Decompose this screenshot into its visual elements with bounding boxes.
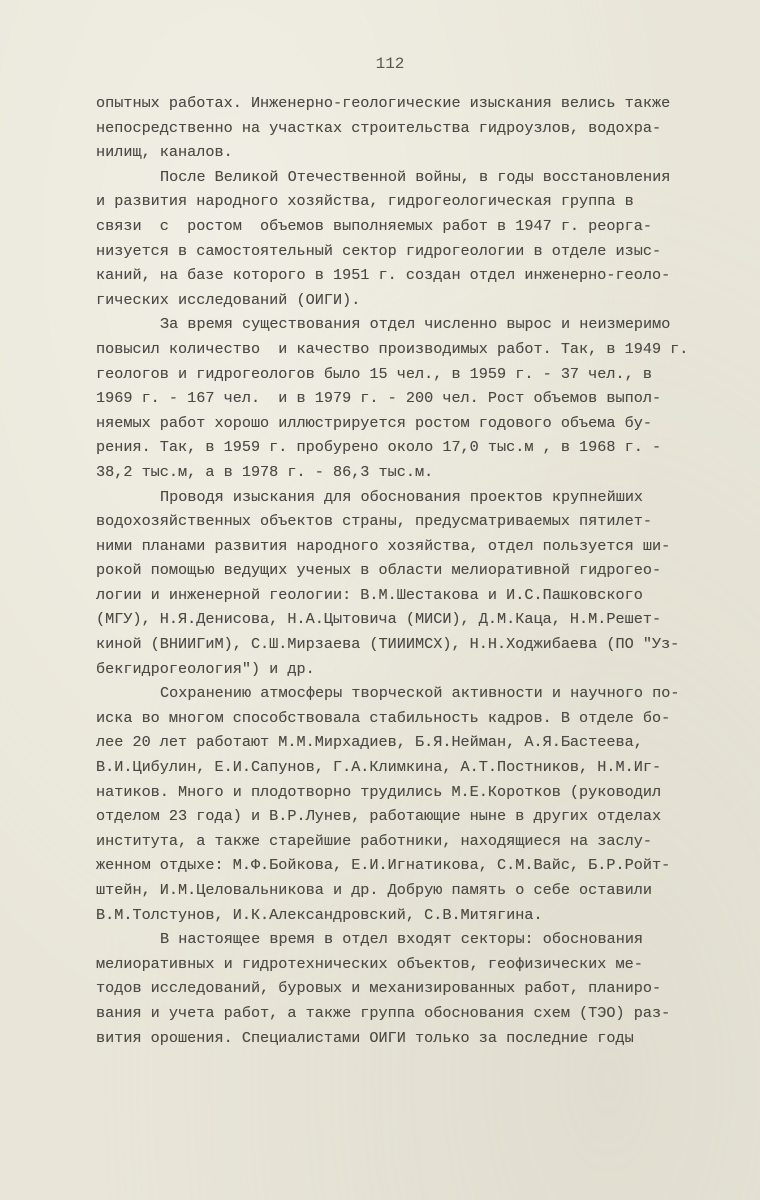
text-line: вания и учета работ, а также группа обоснования схем (ТЭО) раз- xyxy=(96,1003,671,1022)
text-line: водохозяйственных объектов страны, предусматриваемых пятилет- xyxy=(96,512,652,531)
text-line: гических исследований (ОИГИ). xyxy=(96,290,361,309)
text-line: вития орошения. Специалистами ОИГИ только за последние годы xyxy=(96,1028,634,1047)
paragraph-first-line: Сохранению атмосферы творческой активности и научного по- xyxy=(160,684,680,703)
paragraph-first-line: После Великой Отечественной войны, в годы восстановления xyxy=(160,167,671,186)
text-line: низуется в самостоятельный сектор гидрогеологии в отделе изыс- xyxy=(96,241,662,260)
text-line: женном отдыхе: М.Ф.Бойкова, Е.И.Игнатикова, С.М.Вайс, Б.Р.Ройт- xyxy=(96,856,671,875)
typewritten-body xyxy=(96,91,736,1050)
text-line: геологов и гидрогеологов было 15 чел., в 1959 г. - 37 чел., в xyxy=(96,364,652,383)
text-line: В.М.Толстунов, И.К.Александровский, С.В.Митягина. xyxy=(96,905,543,924)
text-line: непосредственно на участках строительства гидроузлов, водохра- xyxy=(96,118,662,137)
paragraph-first-line: Проводя изыскания для обоснования проектов крупнейших xyxy=(160,487,644,506)
text-line: отделом 23 года) и В.Р.Лунев, работающие ныне в других отделах xyxy=(96,807,662,826)
text-line: 38,2 тыс.м, а в 1978 г. - 86,3 тыс.м. xyxy=(96,462,434,481)
text-line: ними планами развития народного хозяйства, отдел пользуется ши- xyxy=(96,536,671,555)
paragraph-first-line: В настоящее время в отдел входят секторы: обоснования xyxy=(160,930,644,949)
text-line: связи с ростом объемов выполняемых работ в 1947 г. реорга- xyxy=(96,216,652,235)
text-line: нилищ, каналов. xyxy=(96,143,233,162)
text-line: 1969 г. - 167 чел. и в 1979 г. - 200 чел. Рост объемов выпол- xyxy=(96,389,662,408)
paragraph-first-line: За время существования отдел численно вырос и неизмеримо xyxy=(160,315,671,334)
text-line: натиков. Много и плодотворно трудились М.Е.Коротков (руководил xyxy=(96,782,662,801)
text-line: мелиоративных и гидротехнических объектов, геофизических ме- xyxy=(96,954,643,973)
text-line: штейн, И.М.Целовальникова и др. Добрую память о себе оставили xyxy=(96,881,652,899)
text-line: рокой помощью ведущих ученых в области мелиоративной гидрогео- xyxy=(96,561,662,580)
text-line: иска во многом способствовала стабильность кадров. В отделе бо- xyxy=(96,708,671,727)
text-line: повысил количество и качество производимых работ. Так, в 1949 г. xyxy=(96,339,689,358)
text-line: каний, на базе которого в 1951 г. создан отдел инженерно-геоло- xyxy=(96,266,671,285)
text-line: тодов исследований, буровых и механизированных работ, планиро- xyxy=(96,979,662,998)
page-number: 112 xyxy=(375,55,405,73)
text-line: (МГУ), Н.Я.Денисова, Н.А.Цытовича (МИСИ), Д.М.Каца, Н.М.Решет- xyxy=(96,610,662,629)
text-line: и развития народного хозяйства, гидрогеологическая группа в xyxy=(96,192,634,211)
text-line: бекгидрогеология") и др. xyxy=(96,659,315,678)
text-line: логии и инженерной геологии: В.М.Шестакова и И.С.Пашковского xyxy=(96,585,643,604)
text-line: лее 20 лет работают М.М.Мирхадиев, Б.Я.Нейман, А.Я.Бастеева, xyxy=(96,733,643,752)
text-line: няемых работ хорошо иллюстрируется ростом годового объема бу- xyxy=(96,413,652,432)
text-line: киной (ВНИИГиМ), С.Ш.Мирзаева (ТИИИМСХ), Н.Н.Ходжибаева (ПО "Уз- xyxy=(96,635,680,654)
text-line: опытных работах. Инженерно-геологические изыскания велись также xyxy=(96,94,671,112)
text-line: института, а также старейшие работники, находящиеся на заслу- xyxy=(96,831,652,850)
text-line: рения. Так, в 1959 г. пробурено около 17,0 тыс.м , в 1968 г. - xyxy=(96,438,662,457)
text-line: В.И.Цибулин, Е.И.Сапунов, Г.А.Климкина, А.Т.Постников, Н.М.Иг- xyxy=(96,758,662,777)
